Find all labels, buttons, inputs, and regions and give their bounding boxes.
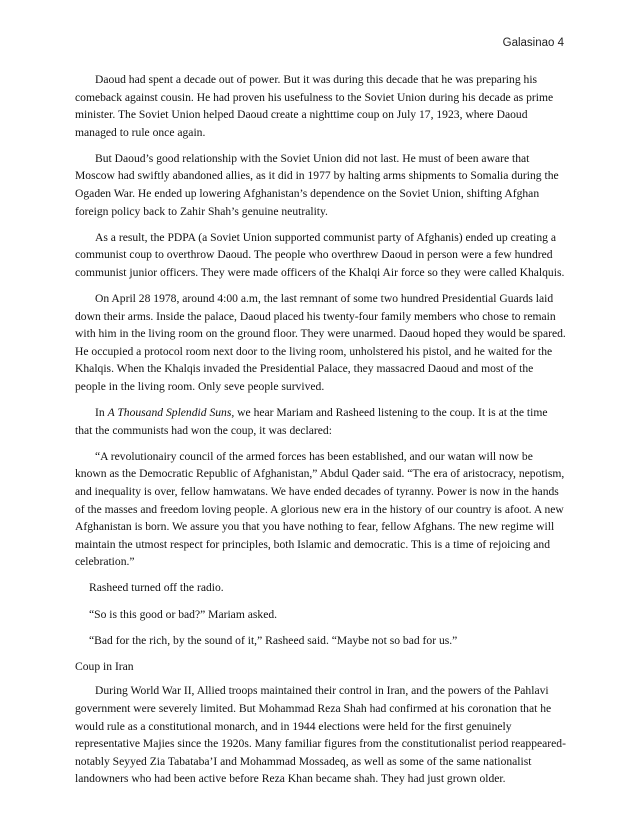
paragraph-5-post: we hear Mariam and Rasheed listening to the coup. It is at the time that the communists had won the coup, it was declared: (75, 406, 548, 437)
document-body (75, 71, 567, 796)
paragraph-7: Rasheed turned off the radio. (89, 581, 224, 595)
paragraph-4: On April 28 1978, around 4:00 a.m, the last remnant of some two hundred Presidential Guards laid down their arms. Inside the palace, Daoud placed his twenty-four family members who chose to remain with him in the living room on the ground floor. They were unarmed. Daoud hoped they would be spared. He occupied a protocol room next door to the living room, unholstered his pistol, and he waited for the Khalqis. When the Khalqis invaded the Presidential Palace, they massacred Daoud and most of the people in the living room. Only seve people survived. (75, 292, 566, 393)
paragraph-9: “Bad for the rich, by the sound of it,” Rasheed said. “Maybe not so bad for us.” (89, 633, 458, 647)
paragraph-5-pre: In (95, 406, 108, 420)
paragraph-3: As a result, the PDPA (a Soviet Union supported communist party of Afghanis) ended up creating a communist coup to overthrow Daoud. The people who overthrew Daoud in person were a few hundred communist junior officers. They were made officers of the Khalqi Air force so they were called Khalquis. (75, 230, 565, 279)
paragraph-2: But Daoud’s good relationship with the Soviet Union did not last. He must of been aware that Moscow had swiftly abandoned allies, as it did in 1977 by halting arms shipments to Somalia during the Ogaden War. He ended up lowering Afghanistan’s dependence on the Soviet Union, shifting Afghan foreign policy back to Zahir Shah’s genuine neutrality. (75, 151, 559, 218)
paragraph-10: During World War II, Allied troops maintained their control in Iran, and the powers of the Pahlavi government were severely limited. But Mohammad Reza Shah had confirmed at his coronation that he would rule as a constitutional monarch, and in 1944 elections were held for the first genuinely representative Majies since the 1920s. Many familiar figures from the constitutionalist period reappeared- notably Seyyed Zia Tabataba’I and Mohammad Mossadeq, as well as some of the same nationalist landowners who had been active before Reza Khan became shah. They had just grown older. (75, 684, 566, 786)
book-title: A Thousand Splendid Suns, (107, 406, 235, 420)
paragraph-6-quote: “A revolutionairy council of the armed forces has been established, and our watan will now be known as the Democratic Republic of Afghanistan,” Abdul Qader said. “The era of aristocracy, nepotism, and inequality is over, fellow hamwatans. We have ended decades of tyranny. Power is now in the hands of the masses and freedom loving people. A glorious new era in the history of our country is afoot. A new Afghanistan is born. We assure you that you have nothing to fear, fellow Afghans. The new regime will maintain the utmost respect for principles, both Islamic and democratic. This is a time of rejoicing and celebration.” (75, 449, 565, 569)
section-heading: Coup in Iran (75, 659, 134, 673)
paragraph-1: Daoud had spent a decade out of power. But it was during this decade that he was preparing his comeback against cousin. He had proven his usefulness to the Soviet Union during his decade as prime minister. The Soviet Union helped Daoud create a nighttime coup on July 17, 1923, where Daoud managed to rule once again. (75, 73, 554, 139)
paragraph-5 (75, 404, 567, 439)
page-header: Galasinao 4 (502, 37, 564, 49)
paragraph-8: “So is this good or bad?” Mariam asked. (89, 607, 278, 621)
